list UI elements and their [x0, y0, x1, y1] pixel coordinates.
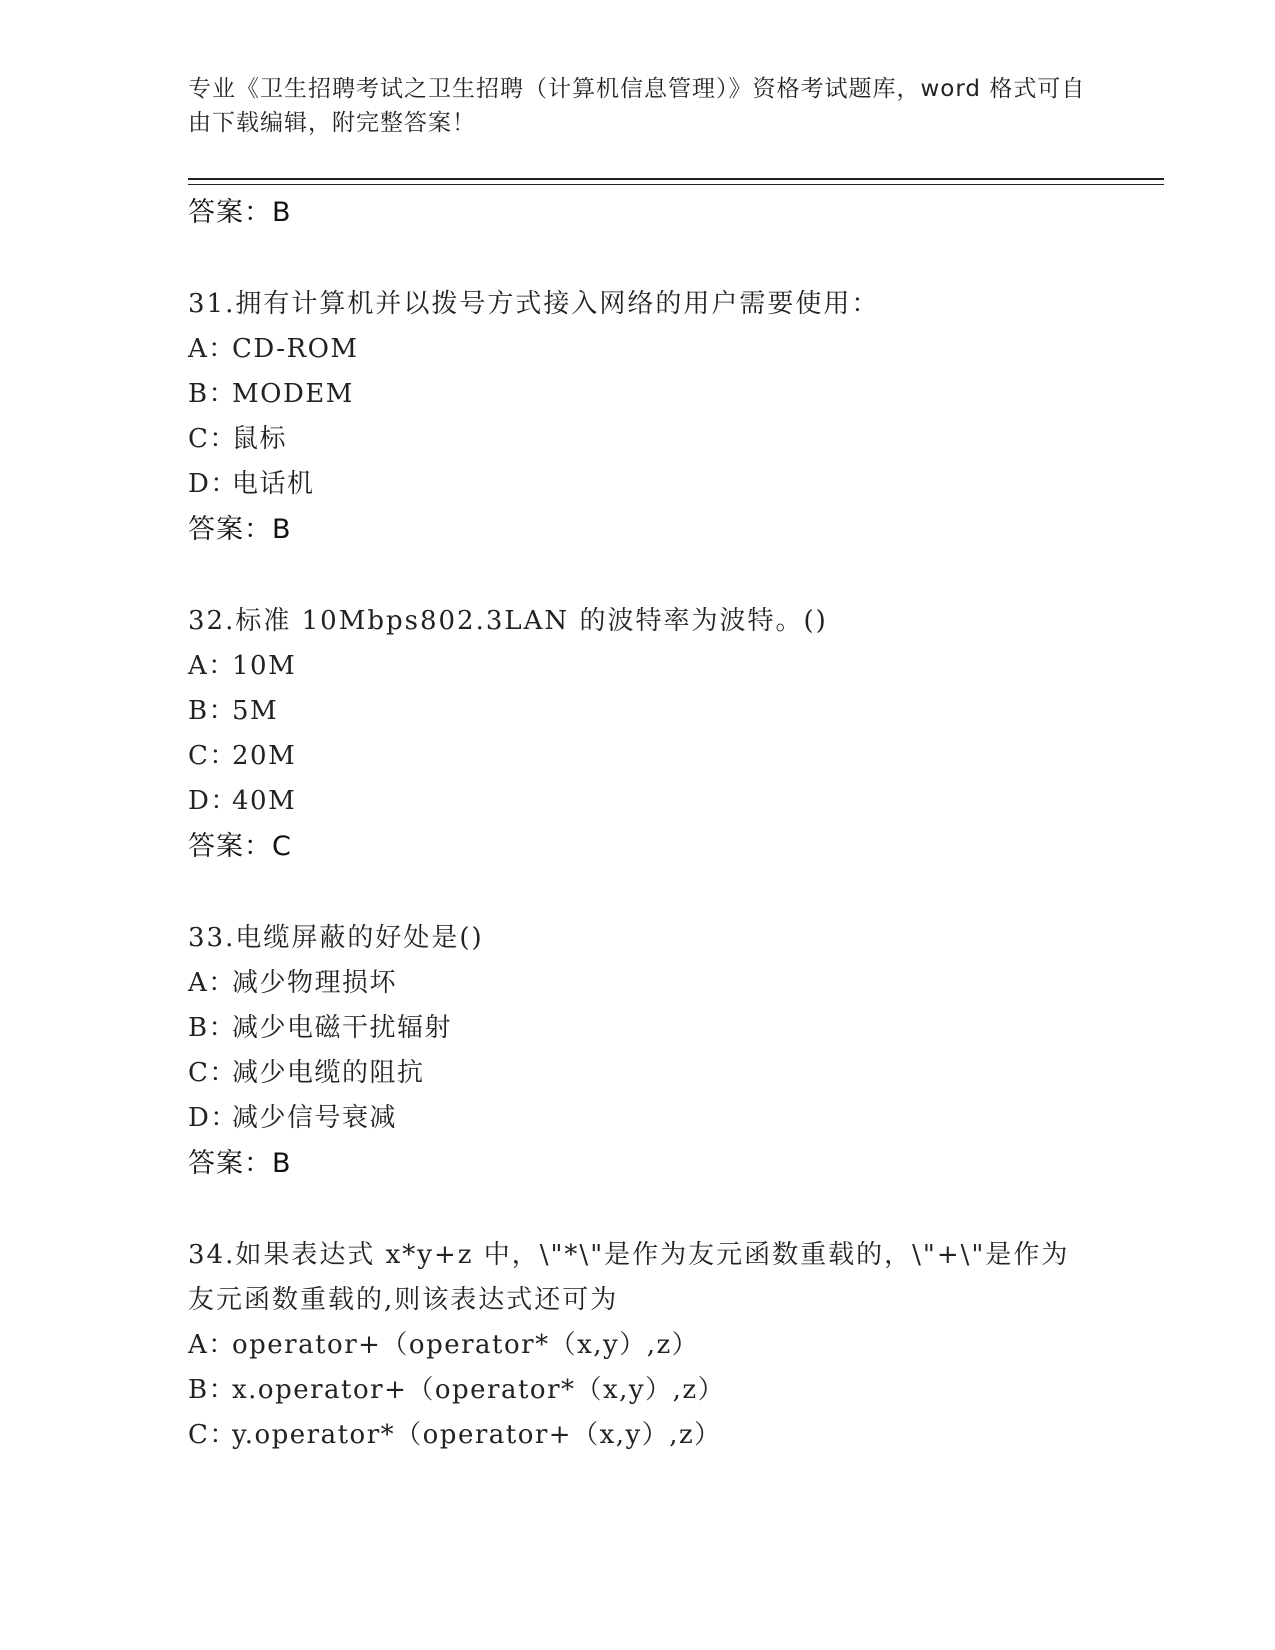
option-d — [188, 462, 1088, 507]
option-key: B： — [188, 379, 237, 409]
question-stem: 34.如果表达式 x*y+z 中，\"*\"是作为友元函数重载的，\"+\"是作为友元函数重载的,则该表达式还可为 — [188, 1240, 1070, 1315]
option-b — [188, 372, 1088, 417]
option-a — [188, 961, 1088, 1006]
option-key: B： — [188, 696, 237, 726]
option-key: C： — [188, 1420, 237, 1450]
answer-line: 答案：C — [188, 831, 292, 862]
option-key: B： — [188, 1375, 237, 1405]
question-block — [188, 282, 1088, 553]
header-divider — [188, 178, 1164, 180]
question-block — [188, 916, 1088, 1187]
option-key: C： — [188, 1058, 237, 1088]
option-c — [188, 734, 1088, 779]
option-key: D： — [188, 469, 238, 499]
answer-line: 答案：B — [188, 197, 292, 228]
option-key: D： — [188, 1103, 238, 1133]
option-text: 减少物理损坏 — [232, 968, 398, 998]
option-key: A： — [188, 968, 236, 998]
spacer — [188, 236, 1088, 282]
option-text: 5M — [232, 696, 279, 726]
option-text: 20M — [232, 741, 297, 771]
option-text: 电话机 — [232, 469, 315, 499]
option-key: A： — [188, 1330, 236, 1360]
option-text: 减少电缆的阻抗 — [232, 1058, 425, 1088]
option-text: y.operator*（operator+（x,y）,z） — [232, 1420, 722, 1450]
question-content — [188, 190, 1088, 1458]
page-header: 专业《卫生招聘考试之卫生招聘（计算机信息管理）》资格考试题库，word 格式可自由下载编辑，附完整答案！ — [188, 76, 1086, 136]
option-a — [188, 1323, 1088, 1368]
option-b — [188, 1368, 1088, 1413]
option-d — [188, 1096, 1088, 1141]
option-text: 10M — [232, 651, 297, 681]
option-text: MODEM — [232, 379, 354, 409]
question-block — [188, 1233, 1088, 1458]
question-stem: 31.拥有计算机并以拨号方式接入网络的用户需要使用： — [188, 289, 880, 319]
option-text: operator+（operator*（x,y）,z） — [232, 1330, 700, 1360]
question-stem: 33.电缆屏蔽的好处是() — [188, 923, 484, 953]
header-divider-thin — [188, 184, 1164, 185]
question-stem: 32.标准 10Mbps802.3LAN 的波特率为波特。() — [188, 606, 828, 636]
option-c — [188, 1051, 1088, 1096]
option-b — [188, 689, 1088, 734]
spacer — [188, 553, 1088, 599]
option-key: A： — [188, 651, 236, 681]
option-a — [188, 327, 1088, 372]
option-text: 40M — [232, 786, 297, 816]
option-key: D： — [188, 786, 238, 816]
spacer — [188, 870, 1088, 916]
option-text: x.operator+（operator*（x,y）,z） — [232, 1375, 726, 1405]
option-text: 减少电磁干扰辐射 — [232, 1013, 453, 1043]
option-text: 减少信号衰减 — [232, 1103, 398, 1133]
option-text: CD-ROM — [232, 334, 359, 364]
option-c — [188, 1413, 1088, 1458]
option-b — [188, 1006, 1088, 1051]
option-text: 鼠标 — [232, 424, 288, 454]
answer-line: 答案：B — [188, 1148, 292, 1179]
option-key: C： — [188, 424, 237, 454]
spacer — [188, 1187, 1088, 1233]
option-key: B： — [188, 1013, 237, 1043]
option-key: A： — [188, 334, 236, 364]
question-block — [188, 599, 1088, 870]
option-d — [188, 779, 1088, 824]
option-a — [188, 644, 1088, 689]
option-c — [188, 417, 1088, 462]
option-key: C： — [188, 741, 237, 771]
answer-line: 答案：B — [188, 514, 292, 545]
